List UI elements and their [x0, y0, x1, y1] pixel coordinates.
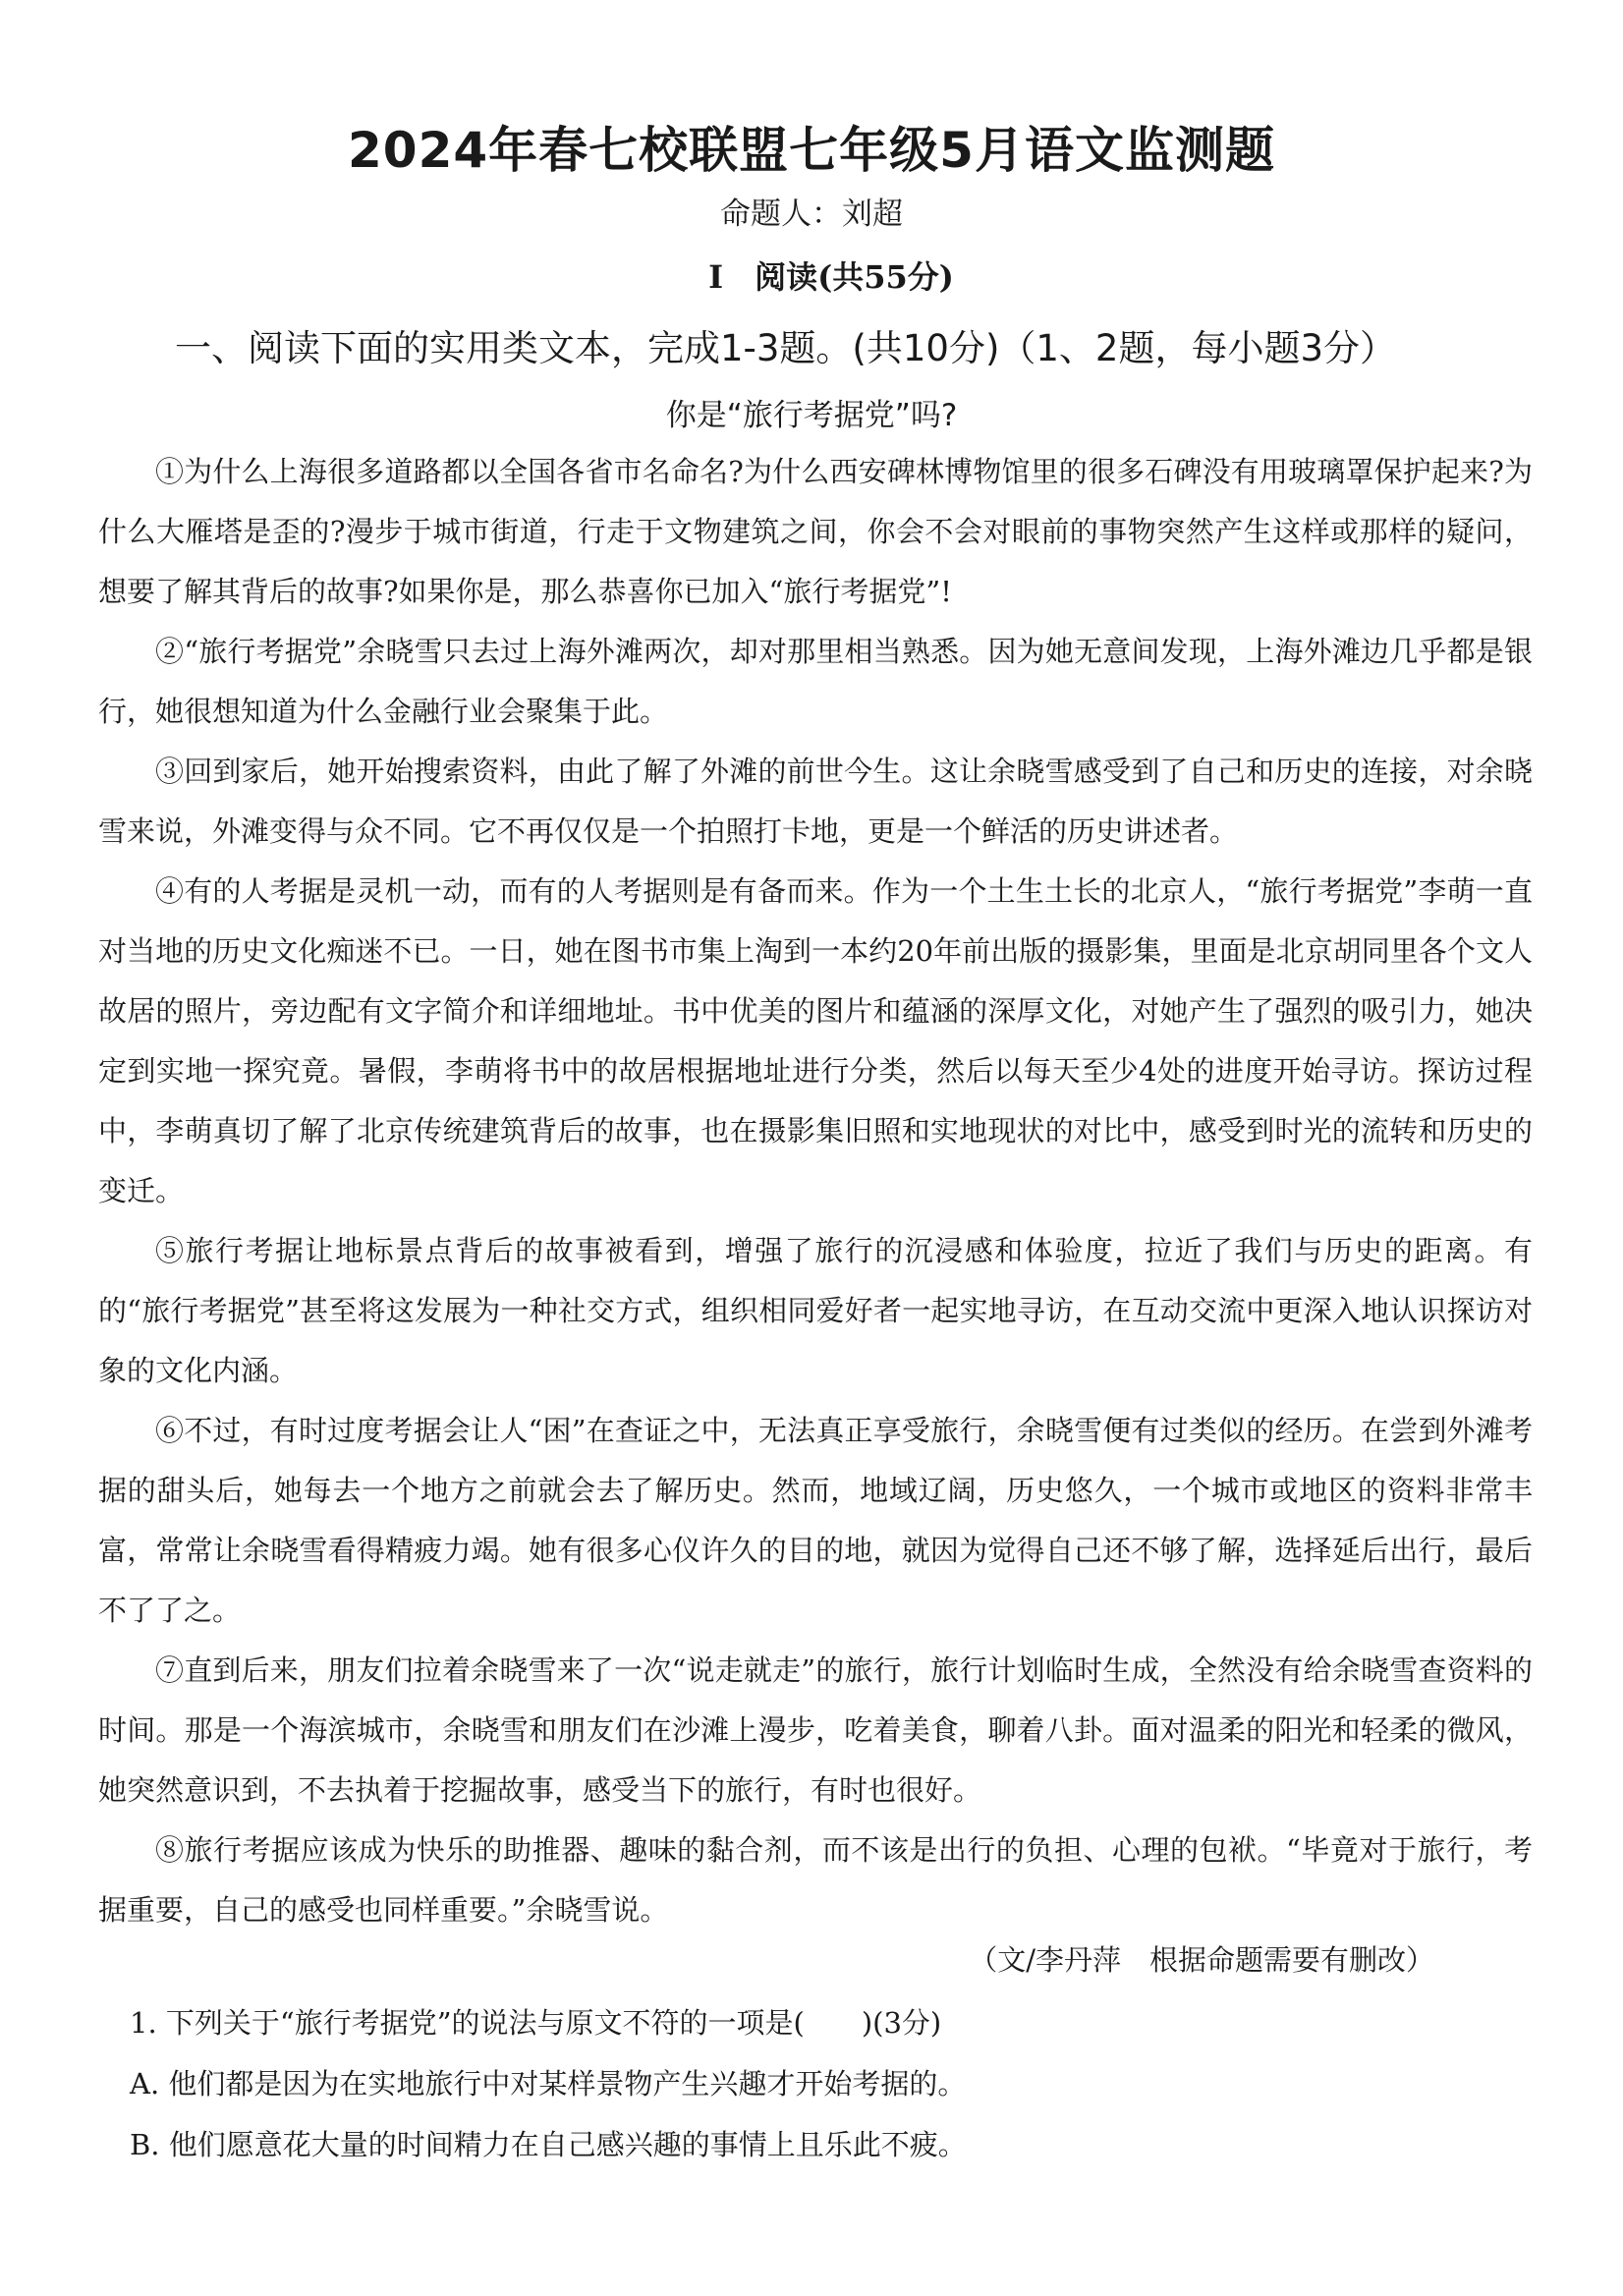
- exam-author: 命题人：刘超: [720, 196, 903, 232]
- section-heading: Ⅰ 阅读(共55分): [708, 258, 954, 296]
- passage-title: 你是“旅行考据党”吗?: [665, 398, 958, 433]
- passage-paragraph-8: ⑧旅行考据应该成为快乐的助推器、趣味的黏合剂，而不该是出行的负担、心理的包袱。“毕竟对于旅行，考据重要，自己的感受也同样重要。”余晓雪说。: [98, 1833, 1533, 1927]
- passage-paragraph-2: ②“旅行考据党”余晓雪只去过上海外滩两次，却对那里相当熟悉。因为她无意间发现，上海外滩边几乎都是银行，她很想知道为什么金融行业会聚集于此。: [98, 635, 1533, 728]
- question-1-stem: 1. 下列关于“旅行考据党”的说法与原文不符的一项是( )(3分): [130, 2006, 942, 2040]
- question-1-option-a: A. 他们都是因为在实地旅行中对某样景物产生兴趣才开始考据的。: [130, 2067, 967, 2100]
- passage-body: [98, 442, 1533, 1940]
- passage-paragraph-5: ⑤旅行考据让地标景点背后的故事被看到，增强了旅行的沉浸感和体验度，拉近了我们与历史的距离。有的“旅行考据党”甚至将这发展为一种社交方式，组织相同爱好者一起实地寻访，在互动交流中更深入地认识探访对象的文化内涵。: [98, 1234, 1533, 1387]
- part-heading: 一、阅读下面的实用类文本，完成1-3题。(共10分)（1、2题，每小题3分）: [175, 327, 1397, 369]
- passage-paragraph-4: ④有的人考据是灵机一动，而有的人考据则是有备而来。作为一个土生土长的北京人，“旅行考据党”李萌一直对当地的历史文化痴迷不已。一日，她在图书市集上淘到一本约20年前出版的摄影集，里面是北京胡同里各个文人故居的照片，旁边配有文字简介和详细地址。书中优美的图片和蕴涵的深厚文化，对她产生了强烈的吸引力，她决定到实地一探究竟。暑假，李萌将书中的故居根据地址进行分类，然后以每天至少4处的进度开始寻访。探访过程中，李萌真切了解了北京传统建筑背后的故事，也在摄影集旧照和实地现状的对比中，感受到时光的流转和历史的变迁。: [98, 874, 1533, 1207]
- passage-source: （文/李丹萍 根据命题需要有删改）: [969, 1943, 1434, 1977]
- passage-paragraph-6: ⑥不过，有时过度考据会让人“困”在查证之中，无法真正享受旅行，余晓雪便有过类似的经历。在尝到外滩考据的甜头后，她每去一个地方之前就会去了解历史。然而，地域辽阔，历史悠久，一个城市或地区的资料非常丰富，常常让余晓雪看得精疲力竭。她有很多心仪许久的目的地，就因为觉得自己还不够了解，选择延后出行，最后不了了之。: [98, 1414, 1533, 1627]
- question-1-option-b: B. 他们愿意花大量的时间精力在自己感兴趣的事情上且乐此不疲。: [130, 2128, 967, 2161]
- question-block: [130, 1992, 1535, 2175]
- passage-paragraph-7: ⑦直到后来，朋友们拉着余晓雪来了一次“说走就走”的旅行，旅行计划临时生成，全然没有给余晓雪查资料的时间。那是一个海滨城市，余晓雪和朋友们在沙滩上漫步，吃着美食，聊着八卦。面对温柔的阳光和轻柔的微风，她突然意识到，不去执着于挖掘故事，感受当下的旅行，有时也很好。: [98, 1653, 1533, 1807]
- passage-paragraph-3: ③回到家后，她开始搜索资料，由此了解了外滩的前世今生。这让余晓雪感受到了自己和历史的连接，对余晓雪来说，外滩变得与众不同。它不再仅仅是一个拍照打卡地，更是一个鲜活的历史讲述者。: [98, 755, 1533, 848]
- exam-title: 2024年春七校联盟七年级5月语文监测题: [348, 122, 1275, 179]
- passage-paragraph-1: ①为什么上海很多道路都以全国各省市名命名?为什么西安碑林博物馆里的很多石碑没有用玻璃罩保护起来?为什么大雁塔是歪的?漫步于城市街道，行走于文物建筑之间，你会不会对眼前的事物突然产生这样或那样的疑问，想要了解其背后的故事?如果你是，那么恭喜你已加入“旅行考据党”!: [98, 455, 1533, 608]
